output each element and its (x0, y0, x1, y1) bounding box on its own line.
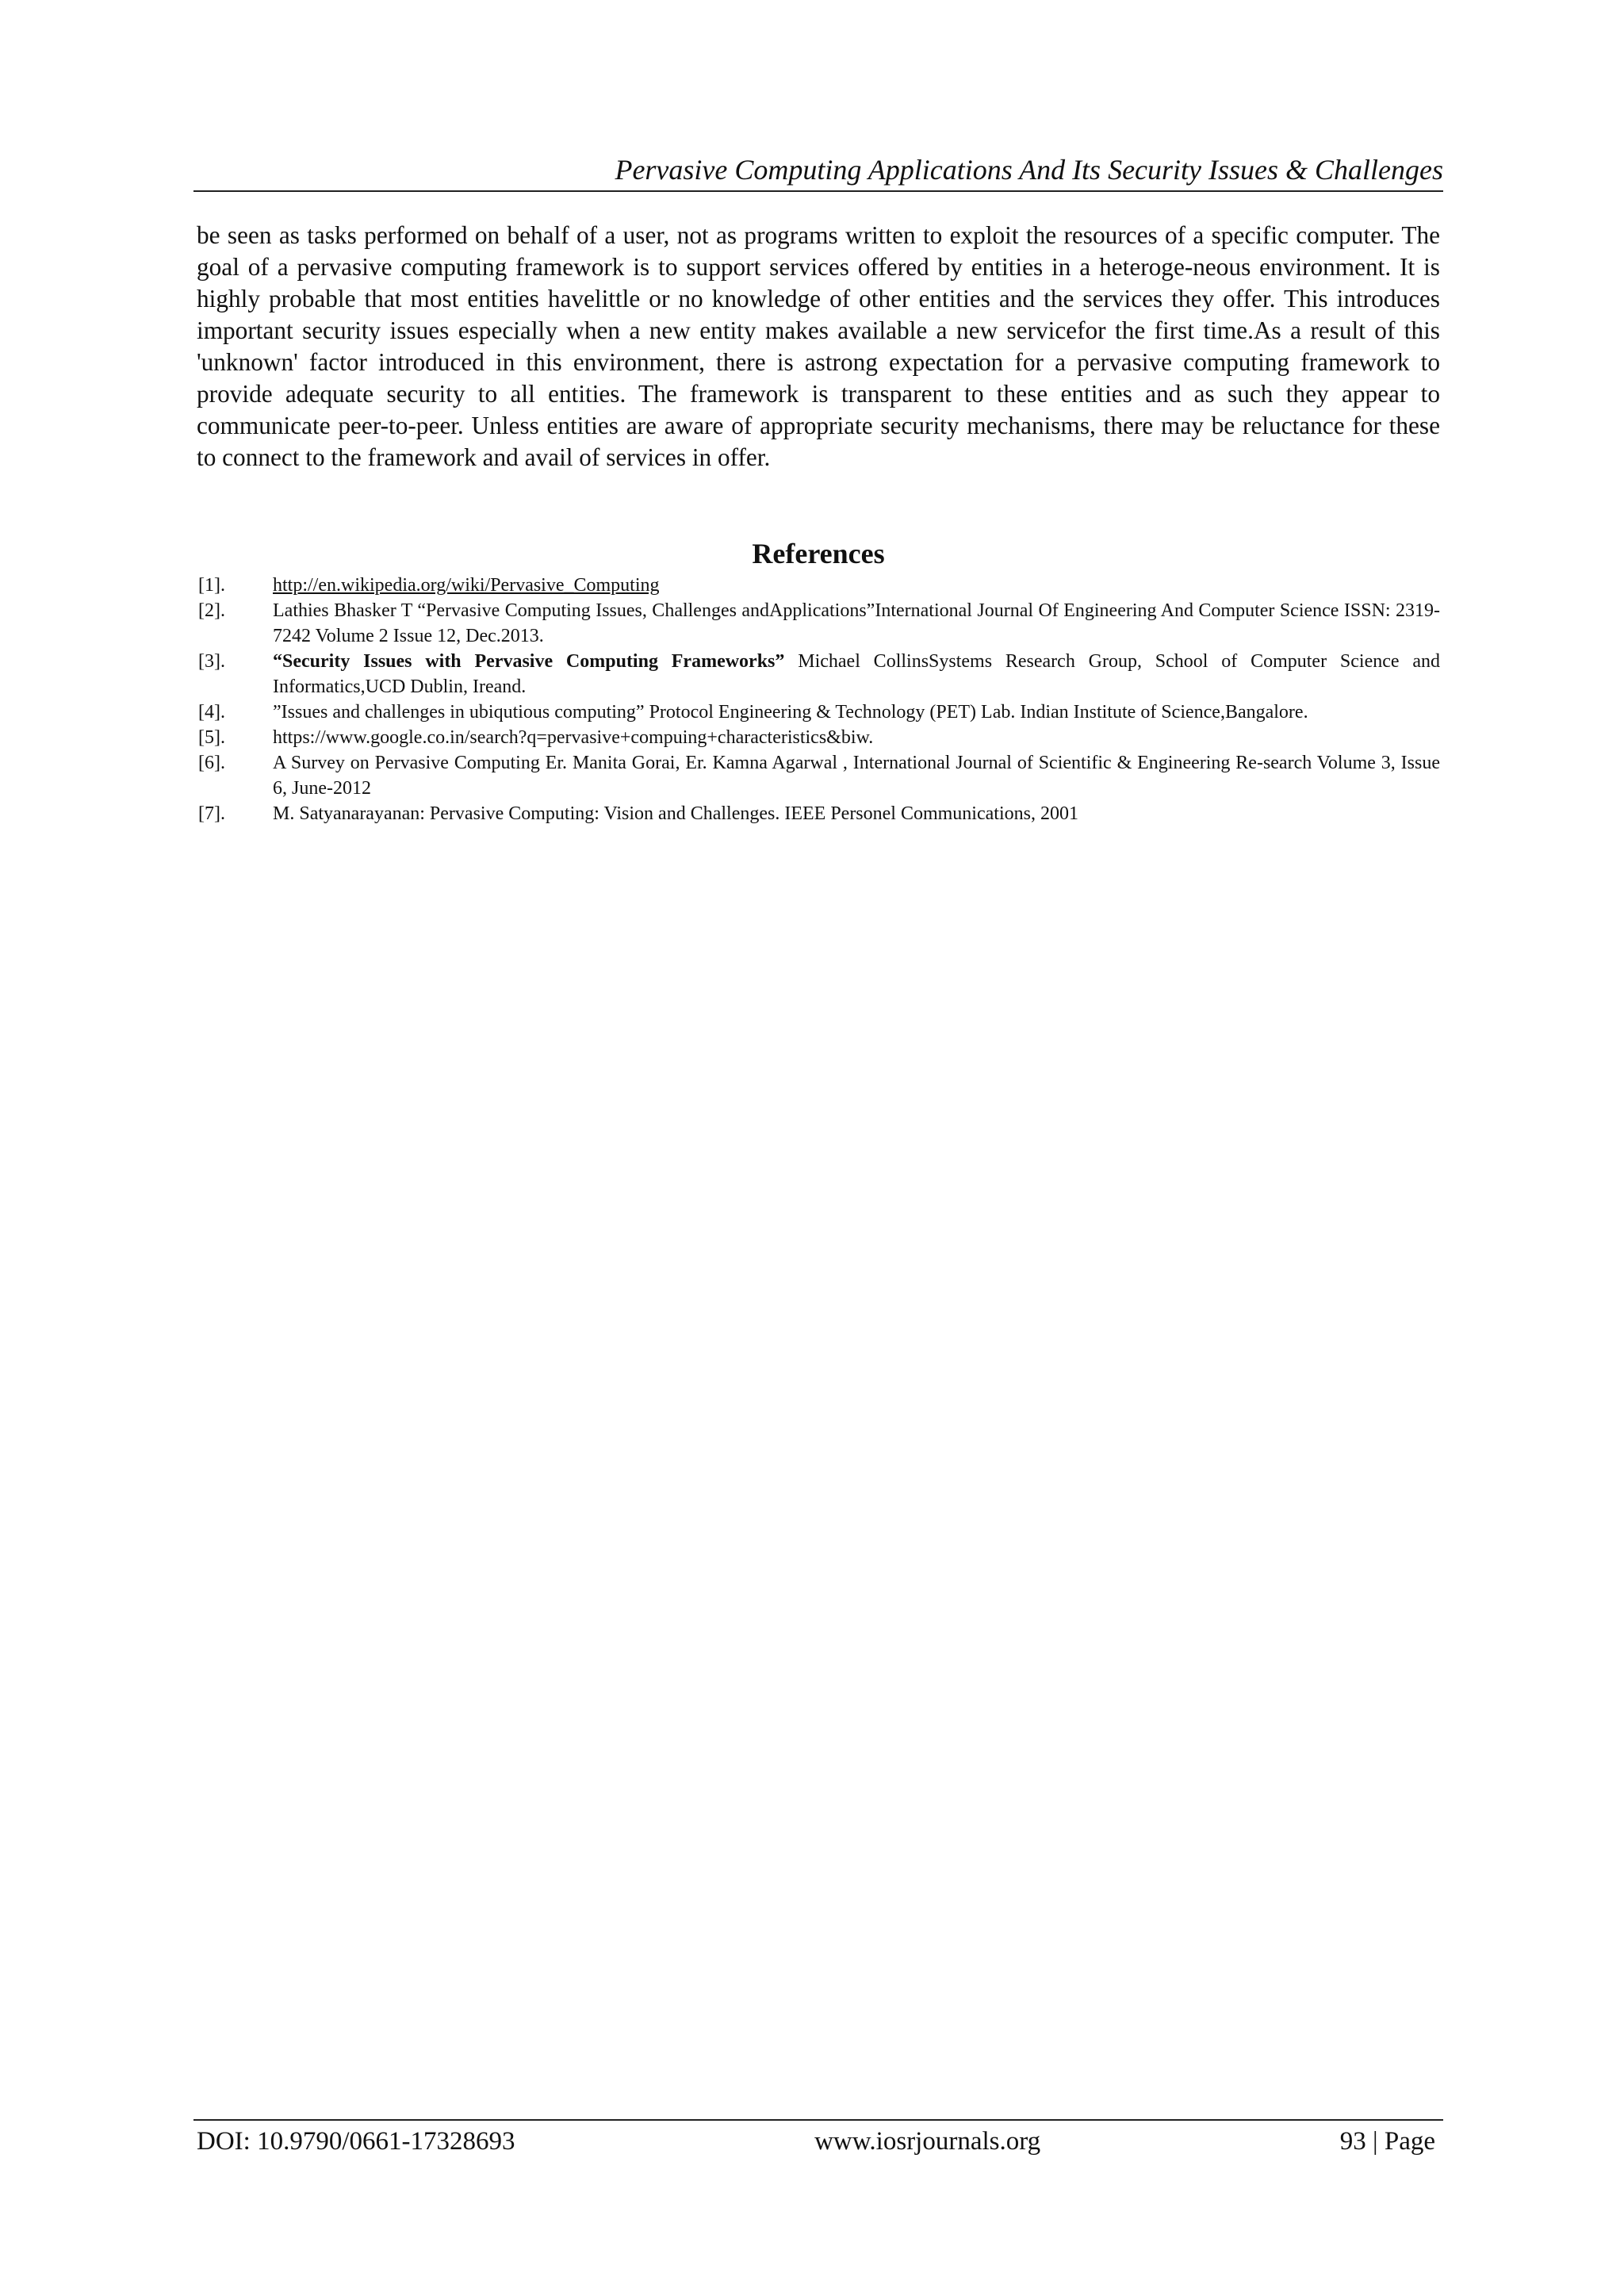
footer-page-number: 93 | Page (1339, 2127, 1435, 2156)
footer-website: www.iosrjournals.org (814, 2127, 1041, 2156)
reference-item-6 (198, 750, 1440, 801)
reference-text: Lathies Bhasker T “Pervasive Computing Issues, Challenges andApplications”International Journal Of Engineering And Computer Science ISSN: 2319-7242 Volume 2 Issue 12, Dec.2013. (273, 600, 1440, 646)
reference-text (273, 573, 1440, 598)
running-title: Pervasive Computing Applications And Its Security Issues & Challenges (615, 154, 1443, 186)
reference-number: [3]. (198, 651, 225, 672)
reference-title-bold: “Security Issues with Pervasive Computing Frameworks” (273, 651, 785, 672)
footer-divider (193, 2119, 1443, 2121)
reference-number: [5]. (198, 727, 225, 748)
reference-text: A Survey on Pervasive Computing Er. Manita Gorai, Er. Kamna Agarwal , International Journal of Scientific & Engineering Re-search Volume 3, Issue 6, June-2012 (273, 753, 1440, 799)
reference-text: ”Issues and challenges in ubiqutious computing” Protocol Engineering & Technology (PET) Lab. Indian Institute of Science,Bangalore. (273, 702, 1308, 723)
reference-number: [1]. (198, 575, 225, 596)
reference-number: [4]. (198, 702, 225, 723)
reference-number: [2]. (198, 600, 225, 621)
reference-details: Michael CollinsSystems Research Group, School of Computer Science and Informatics,UCD Dublin, Ireand. (273, 651, 1440, 697)
reference-item-4 (198, 700, 1440, 725)
reference-number: [6]. (198, 753, 225, 773)
reference-link[interactable]: http://en.wikipedia.org/wiki/Pervasive_Computing (273, 575, 660, 596)
reference-item-2 (198, 598, 1440, 649)
reference-item-7 (198, 801, 1440, 826)
reference-item-5 (198, 725, 1440, 750)
reference-item-1 (198, 573, 1440, 598)
header-divider (193, 190, 1443, 192)
references-list (198, 573, 1440, 826)
reference-item-3 (198, 649, 1440, 700)
reference-text (273, 649, 1440, 700)
body-paragraph: be seen as tasks performed on behalf of a user, not as programs written to exploit the resources of a specific computer. The goal of a pervasive computing framework is to support services offered by entities in a heteroge-neous environment. It is highly probable that most entities havelittle or no knowledge of other entities and the services they offer. This introduces important security issues especially when a new entity makes available a new servicefor the first time.As a result of this 'unknown' factor introduced in this environment, there is astrong expectation for a pervasive computing framework to provide adequate security to all entities. The framework is transparent to these entities and as such they appear to communicate peer-to-peer. Unless entities are aware of appropriate security mechanisms, there may be reluctance for these to connect to the framework and avail of services in offer. (197, 221, 1440, 471)
reference-number: [7]. (198, 803, 225, 824)
reference-text: M. Satyanarayanan: Pervasive Computing: Vision and Challenges. IEEE Personel Communications, 2001 (273, 803, 1078, 824)
footer-doi: DOI: 10.9790/0661-17328693 (197, 2127, 515, 2156)
reference-text: https://www.google.co.in/search?q=pervasive+compuing+characteristics&biw. (273, 727, 874, 748)
references-heading: References (752, 538, 885, 569)
page-footer (197, 2124, 1435, 2159)
